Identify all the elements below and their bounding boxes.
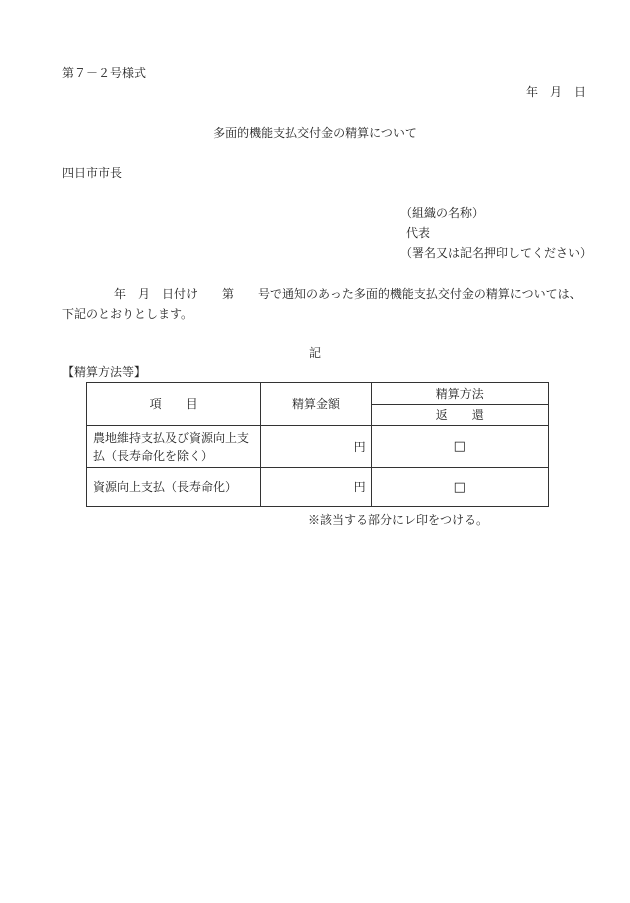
addressee: 四日市市長 <box>62 166 123 180</box>
row-item-line2: 払（長寿命化を除く） <box>93 448 214 463</box>
header-item: 項 目 <box>87 383 261 426</box>
form-number: 第７－２号様式 <box>62 66 147 80</box>
section-heading: 【精算方法等】 <box>62 365 147 379</box>
header-method: 精算方法 <box>371 383 548 405</box>
row-refund <box>371 468 548 507</box>
refund-checkbox[interactable]: □ <box>453 439 466 454</box>
row-item-line1: 農地維持支払及び資源向上支 <box>93 430 250 445</box>
row-refund <box>371 426 548 468</box>
row-item <box>87 426 261 468</box>
body-text-line1: 年 月 日付け 第 号で通知のあった多面的機能支払交付金の精算については、 <box>114 287 582 301</box>
yen-unit: 円 <box>353 480 366 494</box>
row-amount <box>261 468 371 507</box>
yen-unit: 円 <box>353 439 366 454</box>
row-item-line1: 資源向上支払（長寿命化） <box>93 480 238 494</box>
settlement-table <box>86 382 549 507</box>
refund-checkbox[interactable]: □ <box>453 479 466 495</box>
date-line: 年 月 日 <box>525 85 586 99</box>
footnote: ※該当する部分にレ印をつける。 <box>308 513 489 527</box>
body-text-line2: 下記のとおりとします。 <box>62 307 194 321</box>
signature-note: （署名又は記名押印してください） <box>400 246 593 260</box>
document-title: 多面的機能支払交付金の精算について <box>213 126 417 140</box>
row-amount <box>261 426 371 468</box>
ki-heading: 記 <box>308 346 321 360</box>
table-row <box>87 426 549 468</box>
org-name-label: （組織の名称） <box>400 206 485 220</box>
header-refund: 返 還 <box>371 405 548 426</box>
table-row <box>87 468 549 507</box>
header-amount: 精算金額 <box>261 383 371 426</box>
row-item <box>87 468 261 507</box>
representative-label: 代表 <box>406 226 431 240</box>
